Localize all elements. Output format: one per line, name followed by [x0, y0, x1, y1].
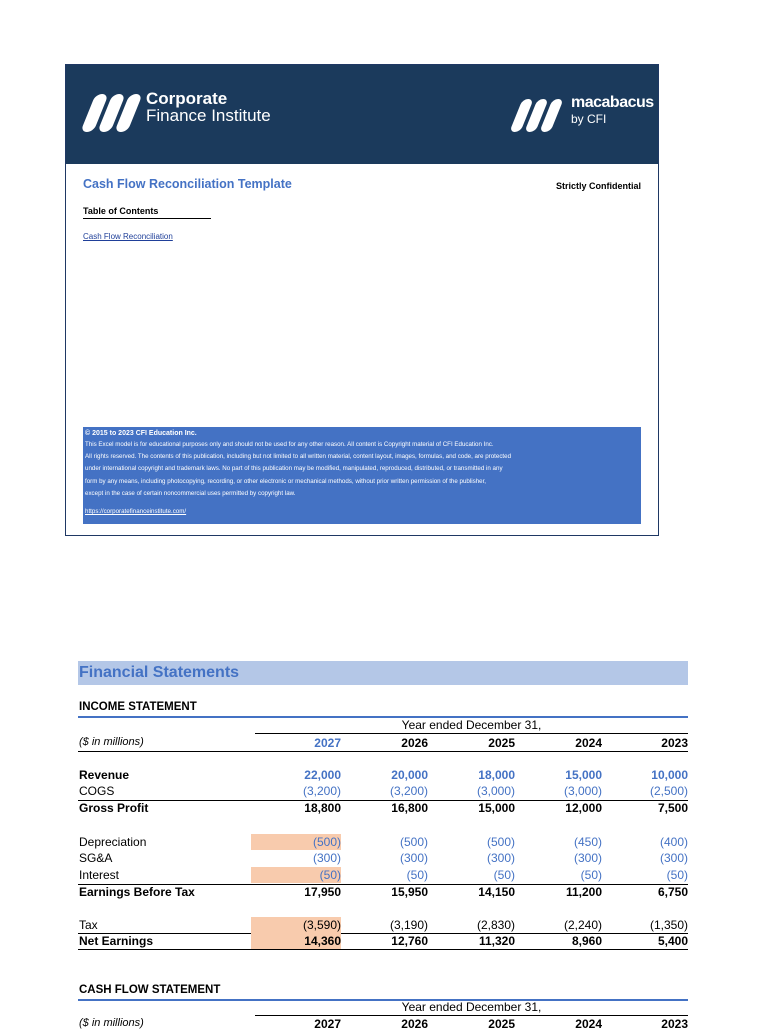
template-title: Cash Flow Reconciliation Template: [83, 177, 292, 191]
cash-flow-statement-title: CASH FLOW STATEMENT: [79, 984, 221, 996]
table-cell: 11,320: [478, 934, 515, 948]
year-header: 2027: [314, 1017, 341, 1031]
table-cell: 7,500: [657, 801, 688, 815]
cover-banner: [66, 65, 658, 164]
table-cell: 11,200: [565, 885, 602, 899]
table-cell: (300): [312, 851, 341, 865]
table-cell: 15,950: [391, 885, 428, 899]
table-cell: (300): [486, 851, 515, 865]
table-cell: (50): [666, 868, 688, 882]
table-cell: (2,830): [476, 918, 515, 932]
total-rule: [78, 949, 688, 950]
table-cell-highlighted: (50): [251, 867, 341, 883]
table-cell: (2,240): [563, 918, 602, 932]
year-ended-label: Year ended December 31,: [401, 718, 542, 732]
year-header: 2026: [401, 736, 428, 750]
row-label-earnings-before-tax: Earnings Before Tax: [79, 885, 195, 899]
table-cell: 14,150: [478, 885, 515, 899]
year-header: 2025: [488, 736, 515, 750]
year-header: 2024: [575, 1017, 602, 1031]
units-label: ($ in millions): [79, 736, 144, 748]
copyright-line: under international copyright and trademark laws. No part of this publication may be modified, manipulated, reproduced, distributed, or transmitted in any: [85, 465, 503, 473]
website-link[interactable]: https://corporatefinanceinstitute.com/: [85, 508, 187, 516]
header-rule: [78, 751, 688, 752]
table-cell: (1,350): [649, 918, 688, 932]
table-cell: 8,960: [571, 934, 602, 948]
year-header: 2027: [314, 736, 341, 750]
table-cell: (50): [493, 868, 515, 882]
table-cell: (3,000): [476, 784, 515, 798]
year-header: 2026: [401, 1017, 428, 1031]
cfi-logo-text: [146, 90, 271, 124]
table-cell: (3,200): [389, 784, 428, 798]
table-cell: (450): [573, 835, 602, 849]
copyright-heading: © 2015 to 2023 CFI Education Inc.: [85, 430, 197, 437]
table-cell: 10,000: [651, 768, 688, 782]
table-cell: (2,500): [649, 784, 688, 798]
year-header: 2023: [661, 1017, 688, 1031]
table-cell: (400): [659, 835, 688, 849]
table-cell: (50): [406, 868, 428, 882]
row-label-tax: Tax: [79, 918, 98, 932]
table-cell: (3,200): [302, 784, 341, 798]
table-cell: 15,000: [478, 801, 515, 815]
year-ended-label: Year ended December 31,: [401, 1000, 542, 1014]
income-statement-title: INCOME STATEMENT: [79, 701, 197, 713]
table-cell: 5,400: [657, 934, 688, 948]
cfi-logo-line1: Corporate: [146, 89, 228, 108]
confidential-label: Strictly Confidential: [555, 181, 641, 191]
macabacus-logo-text: [571, 95, 654, 127]
table-cell: (300): [659, 851, 688, 865]
table-cell: (3,190): [389, 918, 428, 932]
copyright-line: This Excel model is for educational purposes only and should not be used for any other reason. All content is Copyright material of CFI Education Inc.: [85, 441, 494, 448]
units-label: ($ in millions): [79, 1017, 144, 1029]
toc-link-cash-flow-reconciliation[interactable]: Cash Flow Reconciliation: [83, 232, 173, 241]
copyright-line: All rights reserved. The contents of this publication, including but not limited to all written material, content layout, images, formulas, and code, are protected: [85, 453, 512, 461]
table-cell-highlighted: (3,590): [251, 917, 341, 933]
row-label-depreciation: Depreciation: [79, 835, 147, 849]
table-cell-highlighted: 14,360: [251, 933, 341, 949]
table-cell: 16,800: [391, 801, 428, 815]
table-cell: 12,000: [565, 801, 602, 815]
table-cell: 6,750: [657, 885, 688, 899]
table-cell: 15,000: [565, 768, 602, 782]
row-label-revenue: Revenue: [79, 768, 130, 782]
table-cell: 17,950: [304, 885, 341, 899]
table-cell-highlighted: (500): [251, 834, 341, 850]
table-cell: 18,000: [478, 768, 515, 782]
year-header: 2024: [575, 736, 602, 750]
row-label-net-earnings: Net Earnings: [79, 934, 154, 948]
toc-heading: Table of Contents: [83, 206, 211, 219]
table-cell: (300): [399, 851, 428, 865]
table-cell: 22,000: [304, 768, 341, 782]
cfi-logo-line2: Finance Institute: [146, 106, 271, 125]
cover-sheet: [65, 64, 659, 536]
macabacus-logo-line1: macabacus: [571, 94, 654, 111]
year-header: 2025: [488, 1017, 515, 1031]
table-cell: 12,760: [391, 934, 428, 948]
copyright-line: except in the case of certain noncommercial uses permitted by copyright law.: [85, 489, 296, 497]
table-cell: 20,000: [391, 768, 428, 782]
header-rule: [255, 733, 688, 734]
table-cell: (50): [580, 868, 602, 882]
row-label-gross-profit: Gross Profit: [79, 801, 149, 815]
year-header: 2023: [661, 736, 688, 750]
financial-statements-header: Financial Statements: [78, 661, 688, 685]
copyright-notice: [83, 427, 641, 524]
cfi-logo-icon: [88, 94, 135, 132]
table-cell: (500): [486, 835, 515, 849]
macabacus-logo-line2: by CFI: [571, 112, 607, 126]
row-label-interest: Interest: [79, 868, 120, 882]
row-label-cogs: COGS: [79, 784, 115, 798]
macabacus-logo-icon: [516, 99, 557, 132]
table-cell: 18,800: [304, 801, 341, 815]
copyright-line: form by any means, including photocopying, recording, or other electronic or mechanical methods, without prior written permission of the publisher,: [85, 477, 487, 485]
row-label-sga: SG&A: [79, 851, 113, 865]
table-cell: (3,000): [563, 784, 602, 798]
table-cell: (300): [573, 851, 602, 865]
table-cell: (500): [399, 835, 428, 849]
